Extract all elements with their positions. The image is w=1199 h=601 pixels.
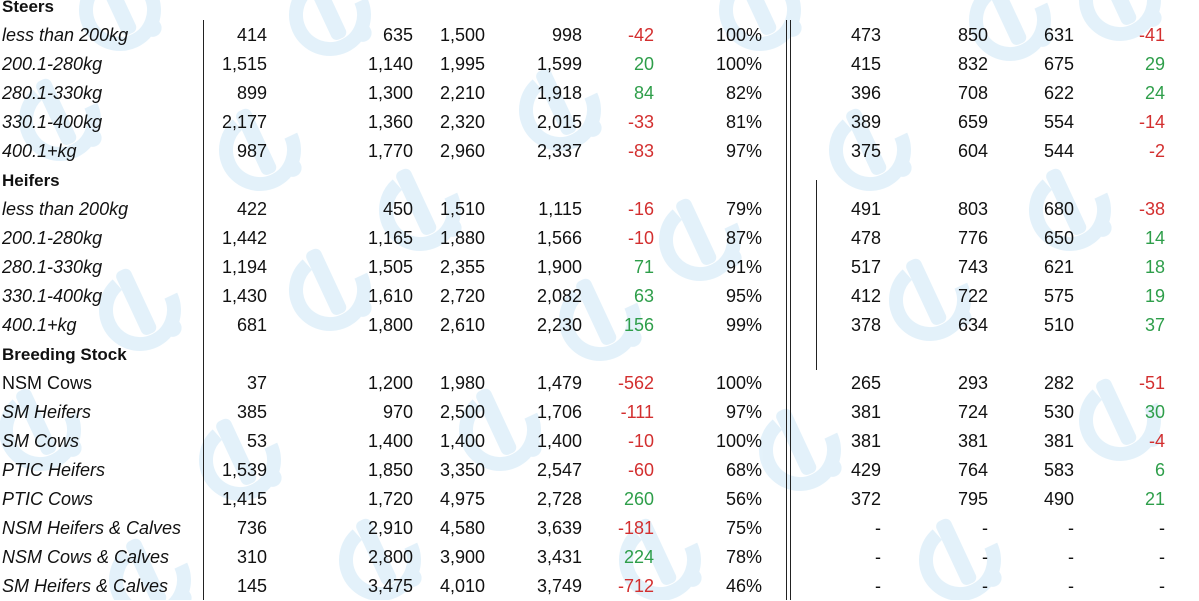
row-label: 200.1-280kg — [2, 54, 103, 74]
change-cell: 21 — [1144, 489, 1165, 509]
value-cell: 530 — [1043, 402, 1074, 422]
table-row — [0, 50, 1199, 79]
value-cell: 1,770 — [367, 141, 413, 161]
change-cell: 6 — [1154, 460, 1165, 480]
change-cell: -10 — [627, 431, 654, 451]
table-row — [0, 311, 1199, 340]
change-cell: 30 — [1144, 402, 1165, 422]
row-label: 280.1-330kg — [2, 257, 103, 277]
value-cell: 450 — [382, 199, 413, 219]
table-row — [0, 543, 1199, 572]
row-label: 330.1-400kg — [2, 286, 103, 306]
value-cell: 1,566 — [536, 228, 582, 248]
value-cell: 659 — [957, 112, 988, 132]
percent-cell: 91% — [725, 257, 762, 277]
change-cell: -111 — [620, 402, 654, 422]
value-cell: 429 — [850, 460, 881, 480]
value-cell: 650 — [1043, 228, 1074, 248]
value-cell: 1,479 — [536, 373, 582, 393]
value-cell: 850 — [957, 25, 988, 45]
value-cell: 396 — [850, 83, 881, 103]
value-cell: 1,442 — [221, 228, 267, 248]
percent-cell: 82% — [725, 83, 762, 103]
row-label: 400.1+kg — [2, 315, 77, 335]
row-label: NSM Cows & Calves — [2, 547, 170, 567]
value-cell: 265 — [850, 373, 881, 393]
change-cell: 71 — [633, 257, 654, 277]
table-row — [0, 369, 1199, 398]
value-cell: 381 — [850, 402, 881, 422]
value-cell: 554 — [1043, 112, 1074, 132]
value-cell: 2,910 — [367, 518, 413, 538]
table-row — [0, 282, 1199, 311]
value-cell: 1,300 — [367, 83, 413, 103]
value-cell: 310 — [236, 547, 267, 567]
change-cell: -10 — [627, 228, 654, 248]
value-cell: - — [875, 547, 881, 567]
change-cell: -4 — [1148, 431, 1165, 451]
value-cell: 544 — [1043, 141, 1074, 161]
value-cell: 2,015 — [536, 112, 582, 132]
value-cell: 1,400 — [536, 431, 582, 451]
value-cell: 478 — [850, 228, 881, 248]
change-cell: -2 — [1148, 141, 1165, 161]
row-label: NSM Heifers & Calves — [2, 518, 182, 538]
value-cell: 635 — [382, 25, 413, 45]
value-cell: 1,200 — [367, 373, 413, 393]
value-cell: 1,995 — [439, 54, 485, 74]
value-cell: 2,610 — [439, 315, 485, 335]
percent-cell: 78% — [725, 547, 762, 567]
value-cell: 1,515 — [221, 54, 267, 74]
percent-cell: 75% — [725, 518, 762, 538]
change-cell: 29 — [1144, 54, 1165, 74]
change-cell: -712 — [617, 576, 654, 596]
percent-cell: 100% — [715, 54, 762, 74]
section-header-row — [0, 0, 1199, 21]
section-header-row — [0, 166, 1199, 195]
value-cell: 1,400 — [439, 431, 485, 451]
section-title: Breeding Stock — [2, 345, 127, 364]
value-cell: 987 — [236, 141, 267, 161]
value-cell: 1,918 — [536, 83, 582, 103]
value-cell: 415 — [850, 54, 881, 74]
value-cell: 1,510 — [439, 199, 485, 219]
value-cell: 970 — [382, 402, 413, 422]
change-cell: - — [1159, 576, 1165, 596]
value-cell: - — [982, 547, 988, 567]
value-cell: 899 — [236, 83, 267, 103]
value-cell: 473 — [850, 25, 881, 45]
change-cell: -16 — [627, 199, 654, 219]
percent-cell: 79% — [725, 199, 762, 219]
value-cell: 412 — [850, 286, 881, 306]
value-cell: 1,720 — [367, 489, 413, 509]
row-label: PTIC Cows — [2, 489, 94, 509]
value-cell: 1,415 — [221, 489, 267, 509]
value-cell: - — [1068, 518, 1074, 538]
value-cell: - — [1068, 576, 1074, 596]
value-cell: 621 — [1043, 257, 1074, 277]
value-cell: 1,850 — [367, 460, 413, 480]
value-cell: 3,900 — [439, 547, 485, 567]
value-cell: 1,165 — [367, 228, 413, 248]
value-cell: 4,975 — [439, 489, 485, 509]
value-cell: 722 — [957, 286, 988, 306]
change-cell: 63 — [633, 286, 654, 306]
row-label: 280.1-330kg — [2, 83, 103, 103]
percent-cell: 100% — [715, 373, 762, 393]
value-cell: 2,210 — [439, 83, 485, 103]
value-cell: 1,900 — [536, 257, 582, 277]
value-cell: - — [875, 518, 881, 538]
percent-cell: 95% — [725, 286, 762, 306]
value-cell: 2,960 — [439, 141, 485, 161]
value-cell: 375 — [850, 141, 881, 161]
value-cell: 795 — [957, 489, 988, 509]
value-cell: 517 — [850, 257, 881, 277]
value-cell: 1,706 — [536, 402, 582, 422]
change-cell: -38 — [1138, 199, 1165, 219]
value-cell: 2,355 — [439, 257, 485, 277]
table-row — [0, 21, 1199, 50]
table-row — [0, 253, 1199, 282]
value-cell: 1,430 — [221, 286, 267, 306]
value-cell: 4,010 — [439, 576, 485, 596]
change-cell: -33 — [627, 112, 654, 132]
row-label: PTIC Heifers — [2, 460, 106, 480]
value-cell: 1,880 — [439, 228, 485, 248]
change-cell: 37 — [1144, 315, 1165, 335]
percent-cell: 87% — [725, 228, 762, 248]
value-cell: - — [1068, 547, 1074, 567]
percent-cell: 100% — [715, 25, 762, 45]
change-cell: - — [1159, 518, 1165, 538]
value-cell: 37 — [246, 373, 267, 393]
value-cell: 385 — [236, 402, 267, 422]
row-label: SM Heifers & Calves — [2, 576, 169, 596]
percent-cell: 46% — [725, 576, 762, 596]
value-cell: 1,980 — [439, 373, 485, 393]
section-header-row — [0, 340, 1199, 369]
value-cell: - — [875, 576, 881, 596]
value-cell: 675 — [1043, 54, 1074, 74]
value-cell: 776 — [957, 228, 988, 248]
change-cell: 84 — [633, 83, 654, 103]
value-cell: 631 — [1043, 25, 1074, 45]
table-row — [0, 108, 1199, 137]
row-label: 330.1-400kg — [2, 112, 103, 132]
value-cell: 145 — [236, 576, 267, 596]
value-cell: 3,639 — [536, 518, 582, 538]
section-title: Steers — [2, 0, 54, 16]
value-cell: - — [982, 576, 988, 596]
change-cell: -83 — [627, 141, 654, 161]
value-cell: 2,500 — [439, 402, 485, 422]
row-label: SM Cows — [2, 431, 80, 451]
value-cell: 583 — [1043, 460, 1074, 480]
value-cell: 389 — [850, 112, 881, 132]
change-cell: - — [1159, 547, 1165, 567]
value-cell: 2,728 — [536, 489, 582, 509]
value-cell: 2,547 — [536, 460, 582, 480]
value-cell: 708 — [957, 83, 988, 103]
value-cell: 2,720 — [439, 286, 485, 306]
table-row — [0, 456, 1199, 485]
change-cell: 156 — [623, 315, 654, 335]
value-cell: 53 — [246, 431, 267, 451]
value-cell: 764 — [957, 460, 988, 480]
value-cell: 1,539 — [221, 460, 267, 480]
value-cell: 4,580 — [439, 518, 485, 538]
change-cell: -181 — [617, 518, 654, 538]
value-cell: 1,505 — [367, 257, 413, 277]
table-row — [0, 572, 1199, 601]
change-cell: -42 — [627, 25, 654, 45]
value-cell: 381 — [850, 431, 881, 451]
value-cell: 634 — [957, 315, 988, 335]
change-cell: 18 — [1144, 257, 1165, 277]
value-cell: - — [982, 518, 988, 538]
value-cell: 372 — [850, 489, 881, 509]
value-cell: 2,337 — [536, 141, 582, 161]
percent-cell: 97% — [725, 141, 762, 161]
value-cell: 510 — [1043, 315, 1074, 335]
value-cell: 2,082 — [536, 286, 582, 306]
value-cell: 414 — [236, 25, 267, 45]
table-row — [0, 195, 1199, 224]
row-label: 200.1-280kg — [2, 228, 103, 248]
value-cell: 293 — [957, 373, 988, 393]
value-cell: 422 — [236, 199, 267, 219]
value-cell: 3,749 — [536, 576, 582, 596]
change-cell: -60 — [627, 460, 654, 480]
table-row — [0, 224, 1199, 253]
change-cell: 20 — [633, 54, 654, 74]
change-cell: -562 — [617, 373, 654, 393]
value-cell: 381 — [1043, 431, 1074, 451]
value-cell: 680 — [1043, 199, 1074, 219]
table-row — [0, 79, 1199, 108]
percent-cell: 68% — [725, 460, 762, 480]
value-cell: 1,115 — [538, 199, 582, 219]
value-cell: 998 — [551, 25, 582, 45]
section-title: Heifers — [2, 171, 60, 190]
change-cell: 260 — [623, 489, 654, 509]
value-cell: 803 — [957, 199, 988, 219]
value-cell: 1,360 — [367, 112, 413, 132]
value-cell: 1,140 — [367, 54, 413, 74]
table-row — [0, 485, 1199, 514]
value-cell: 381 — [957, 431, 988, 451]
row-label: less than 200kg — [2, 25, 129, 45]
row-label: SM Heifers — [2, 402, 92, 422]
value-cell: 2,800 — [367, 547, 413, 567]
value-cell: 1,610 — [367, 286, 413, 306]
value-cell: 724 — [957, 402, 988, 422]
value-cell: 832 — [957, 54, 988, 74]
row-label: 400.1+kg — [2, 141, 77, 161]
value-cell: 3,431 — [536, 547, 582, 567]
change-cell: -51 — [1138, 373, 1165, 393]
percent-cell: 81% — [725, 112, 762, 132]
value-cell: 2,320 — [439, 112, 485, 132]
table-row — [0, 514, 1199, 543]
value-cell: 378 — [850, 315, 881, 335]
percent-cell: 100% — [715, 431, 762, 451]
value-cell: 1,194 — [221, 257, 267, 277]
value-cell: 491 — [850, 199, 881, 219]
change-cell: 24 — [1144, 83, 1165, 103]
table-row — [0, 398, 1199, 427]
percent-cell: 56% — [725, 489, 762, 509]
value-cell: 604 — [957, 141, 988, 161]
value-cell: 490 — [1043, 489, 1074, 509]
percent-cell: 97% — [725, 402, 762, 422]
value-cell: 575 — [1043, 286, 1074, 306]
row-label: NSM Cows — [2, 373, 93, 393]
value-cell: 2,177 — [221, 112, 267, 132]
value-cell: 743 — [957, 257, 988, 277]
value-cell: 282 — [1043, 373, 1074, 393]
percent-cell: 99% — [725, 315, 762, 335]
value-cell: 622 — [1043, 83, 1074, 103]
table-row — [0, 427, 1199, 456]
change-cell: 19 — [1144, 286, 1165, 306]
value-cell: 3,475 — [367, 576, 413, 596]
value-cell: 1,599 — [536, 54, 582, 74]
value-cell: 3,350 — [439, 460, 485, 480]
row-label: less than 200kg — [2, 199, 129, 219]
value-cell: 681 — [236, 315, 267, 335]
change-cell: -14 — [1138, 112, 1165, 132]
value-cell: 2,230 — [536, 315, 582, 335]
value-cell: 1,800 — [367, 315, 413, 335]
change-cell: 224 — [623, 547, 654, 567]
change-cell: 14 — [1144, 228, 1165, 248]
value-cell: 1,500 — [439, 25, 485, 45]
change-cell: -41 — [1138, 25, 1165, 45]
value-cell: 1,400 — [367, 431, 413, 451]
value-cell: 736 — [236, 518, 267, 538]
table-row — [0, 137, 1199, 166]
